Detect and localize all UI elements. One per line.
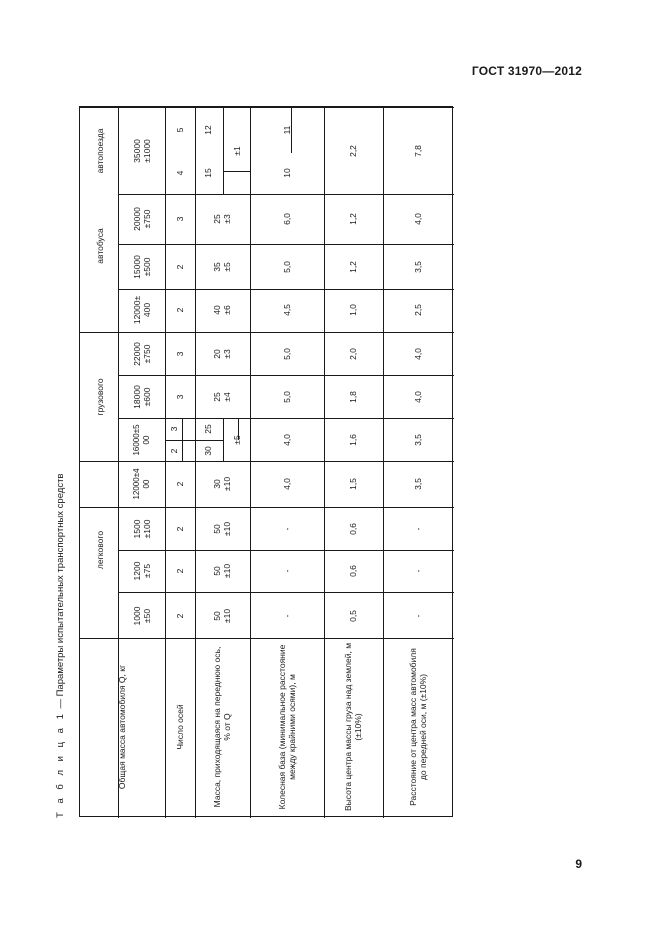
car-mass-2: 1200 ±75 — [132, 561, 152, 581]
truck-front-2-tol: ±5 — [232, 435, 242, 445]
bus-front-2: 35 ±5 — [212, 262, 232, 272]
train-base-1: 10 — [282, 168, 292, 178]
truck-base-4: 5,0 — [282, 348, 292, 360]
row-label-front-mass: Масса, приходящаяся на переднюю ось, % от Q — [212, 646, 232, 808]
bus-height-2: 1,2 — [348, 261, 358, 273]
car-front-1: 50 ±10 — [212, 608, 232, 624]
car-base-1: - — [282, 614, 292, 618]
group-car: легкового — [95, 530, 105, 570]
parameters-table — [79, 106, 453, 817]
truck-front-4: 20 ±3 — [212, 349, 232, 359]
row-label-mass: Общая масса автомобиля Q, кг — [117, 664, 127, 790]
page-number: 9 — [575, 857, 582, 871]
bus-axles-3: 3 — [175, 216, 185, 222]
bus-mass-2: 15000 ±500 — [132, 255, 152, 279]
truck-height-4: 2,0 — [348, 348, 358, 360]
table-caption-label: Т а б л и ц а 1 — [55, 711, 66, 818]
row-label-height: Высота центра массы груза над землей, м (±10%) — [343, 642, 363, 812]
car-axles-2: 2 — [175, 568, 185, 574]
train-front-tol: ±1 — [232, 146, 242, 156]
train-mass: 35000 ±1000 — [132, 139, 152, 163]
truck-base-2: 4,0 — [282, 434, 292, 446]
train-axles-1: 4 — [175, 170, 185, 176]
car-dist-3: - — [413, 527, 423, 531]
bus-base-3: 6,0 — [282, 213, 292, 225]
truck-mass-1: 12000±4 00 — [132, 468, 151, 500]
bus-mass-3: 20000 ±750 — [132, 207, 152, 231]
train-dist: 7,8 — [413, 145, 423, 157]
truck-front-1: 30 ±10 — [212, 476, 232, 492]
train-axles-2: 5 — [175, 127, 185, 133]
car-mass-1: 1000 ±50 — [132, 606, 152, 626]
bus-height-1: 1,0 — [348, 304, 358, 316]
group-bus: автобуса — [95, 228, 105, 264]
row-label-axles: Число осей — [175, 704, 185, 750]
truck-height-3: 1,8 — [348, 391, 358, 403]
truck-mass-2: 16000±5 00 — [132, 424, 151, 456]
car-front-2: 50 ±10 — [212, 563, 232, 579]
truck-height-1: 1,5 — [348, 478, 358, 490]
truck-base-3: 5,0 — [282, 391, 292, 403]
bus-dist-1: 2,5 — [413, 304, 423, 316]
truck-mass-4: 22000 ±750 — [132, 342, 152, 366]
bus-base-1: 4,5 — [282, 304, 292, 316]
table-caption — [55, 473, 66, 818]
bus-axles-1: 2 — [175, 307, 185, 313]
bus-dist-3: 4,0 — [413, 213, 423, 225]
truck-axles-2b: 3 — [169, 426, 179, 432]
truck-dist-3: 4,0 — [413, 391, 423, 403]
car-base-2: - — [282, 569, 292, 573]
train-front-1: 15 — [203, 168, 213, 178]
car-height-1: 0,5 — [348, 610, 358, 622]
bus-height-3: 1,2 — [348, 213, 358, 225]
car-mass-3: 1500 ±100 — [132, 519, 152, 539]
truck-dist-1: 3,5 — [413, 478, 423, 490]
car-front-3: 50 ±10 — [212, 521, 232, 537]
car-height-2: 0,6 — [348, 565, 358, 577]
bus-front-3: 25 ±3 — [212, 214, 232, 224]
row-label-distance: Расстояние от центра масс автомобиля до передней оси, м (±10%) — [408, 648, 428, 806]
truck-dist-2: 3,5 — [413, 434, 423, 446]
bus-mass-1: 12000± 400 — [132, 295, 152, 325]
train-base-2: 11 — [282, 125, 292, 135]
document-standard-number: ГОСТ 31970—2012 — [471, 64, 582, 78]
truck-dist-4: 4,0 — [413, 348, 423, 360]
row-label-wheelbase: Колесная база (минимальное расстояние между крайними осями), м — [277, 644, 297, 810]
truck-axles-1: 2 — [175, 481, 185, 487]
car-axles-3: 2 — [175, 526, 185, 532]
train-height: 2,2 — [348, 145, 358, 157]
truck-axles-3: 3 — [175, 394, 185, 400]
truck-axles-4: 3 — [175, 351, 185, 357]
truck-height-2: 1,6 — [348, 434, 358, 446]
car-base-3: - — [282, 527, 292, 531]
car-axles-1: 2 — [175, 613, 185, 619]
bus-dist-2: 3,5 — [413, 261, 423, 273]
car-dist-2: - — [413, 569, 423, 573]
bus-front-1: 40 ±6 — [212, 305, 232, 315]
bus-base-2: 5,0 — [282, 261, 292, 273]
truck-front-3: 25 ±4 — [212, 392, 232, 402]
truck-axles-2a: 2 — [169, 448, 179, 454]
truck-front-2a: 30 — [203, 446, 213, 456]
car-dist-1: - — [413, 614, 423, 618]
train-front-2: 12 — [203, 125, 213, 135]
group-truck: грузового — [95, 378, 105, 416]
group-train: автопоезда — [95, 128, 105, 174]
truck-front-2b: 25 — [203, 424, 213, 434]
car-height-3: 0,6 — [348, 523, 358, 535]
table-caption-title: — Параметры испытательных транспортных средств — [55, 473, 66, 712]
truck-base-1: 4,0 — [282, 478, 292, 490]
truck-mass-3: 18000 ±600 — [132, 385, 152, 409]
bus-axles-2: 2 — [175, 264, 185, 270]
